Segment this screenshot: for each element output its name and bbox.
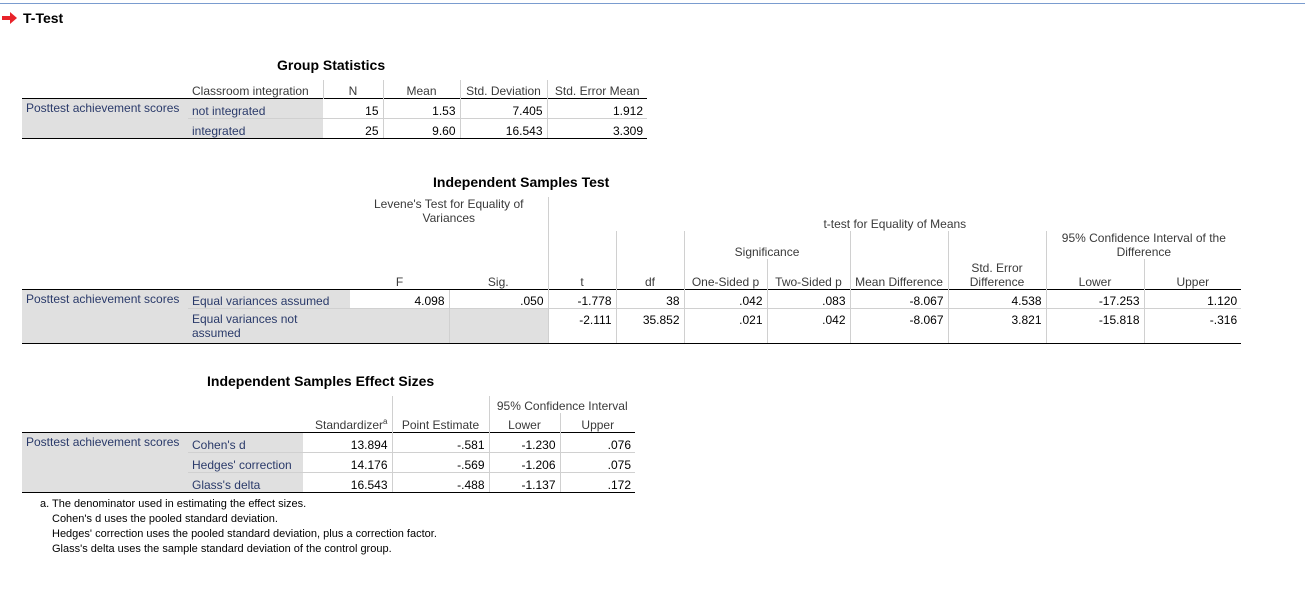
column-header: Mean [383,80,460,98]
independent-samples-test-title: Independent Samples Test [433,174,610,190]
column-header: Two-Sided p [767,259,850,289]
one-sided-p-value: .021 [684,308,767,343]
se-difference-value: 4.538 [948,289,1046,308]
ci-upper-value: 1.120 [1144,289,1241,308]
arrow-right-icon [2,12,18,24]
levene-header: Levene's Test for Equality of Variances [374,197,524,225]
group-label: not integrated [188,98,323,118]
ci-lower-value: -1.137 [489,472,560,492]
ttest-header: t-test for Equality of Means [548,197,1241,231]
ci-lower-value: -1.206 [489,452,560,472]
sem-value: 1.912 [547,98,647,118]
n-value: 25 [323,118,383,138]
top-divider [0,3,1305,4]
footnote: Glass's delta uses the sample standard deviation of the control group. [52,543,392,555]
ci-lower-value: -17.253 [1046,289,1144,308]
ci-header: 95% Confidence Interval [489,396,635,413]
effect-size-label: Hedges' correction [188,452,303,472]
standardizer-value: 14.176 [303,452,392,472]
effect-size-label: Cohen's d [188,432,303,452]
f-value: 4.098 [350,289,449,308]
two-sided-p-value: .042 [767,308,850,343]
df-value: 38 [616,289,684,308]
column-header: N [323,80,383,98]
column-header: Sig. [487,274,509,289]
ci-header: 95% Confidence Interval of the Difference [1046,231,1241,259]
point-estimate-value: -.581 [392,432,489,452]
column-header: Lower [489,413,560,432]
ci-lower-value: -1.230 [489,432,560,452]
column-header: One-Sided p [684,259,767,289]
t-value: -1.778 [548,289,616,308]
column-header: df [616,259,684,289]
section-header[interactable] [2,9,63,27]
row-label: Posttest achievement scores [22,98,188,138]
df-value: 35.852 [616,308,684,343]
section-title: T-Test [23,10,64,26]
mean-value: 9.60 [383,118,460,138]
mean-difference-value: -8.067 [850,308,948,343]
footnote: Cohen's d uses the pooled standard deviation. [52,513,278,525]
variance-label: Equal variances assumed [188,289,350,308]
column-header: Classroom integration [192,83,309,98]
variance-label: Equal variances not assumed [188,308,350,343]
effect-sizes-title: Independent Samples Effect Sizes [207,373,435,389]
table-row [22,289,1241,308]
effect-sizes-table [22,396,635,493]
significance-header: Significance [684,231,850,259]
point-estimate-value: -.569 [392,452,489,472]
footnotes [40,497,437,557]
point-estimate-value: -.488 [392,472,489,492]
group-statistics-title: Group Statistics [277,57,386,73]
sig-value [449,308,548,343]
ci-upper-value: .075 [560,452,635,472]
column-header: t [548,259,616,289]
ci-lower-value: -15.818 [1046,308,1144,343]
mean-difference-value: -8.067 [850,289,948,308]
ci-upper-value: .076 [560,432,635,452]
footnote-marker: a [383,416,388,426]
one-sided-p-value: .042 [684,289,767,308]
row-label: Posttest achievement scores [22,289,188,343]
effect-size-label: Glass's delta [188,472,303,492]
footnote: Hedges' correction uses the pooled standard deviation, plus a correction factor. [52,528,437,540]
sd-value: 7.405 [460,98,547,118]
column-header: Point Estimate [392,413,489,432]
table-row [22,308,1241,343]
column-header: Mean Difference [850,259,948,289]
column-header: Lower [1046,259,1144,289]
column-header: Std. Deviation [460,80,547,98]
column-header: Upper [1144,259,1241,289]
group-label: integrated [188,118,323,138]
n-value: 15 [323,98,383,118]
column-header: Upper [560,413,635,432]
sd-value: 16.543 [460,118,547,138]
row-label: Posttest achievement scores [22,432,188,492]
footnote: a. The denominator used in estimating the effect sizes. [40,498,307,510]
ci-upper-value: -.316 [1144,308,1241,343]
f-value [350,308,449,343]
column-header: Standardizer [315,417,384,432]
column-header: F [395,274,404,289]
two-sided-p-value: .083 [767,289,850,308]
ci-upper-value: .172 [560,472,635,492]
group-statistics-table [22,80,647,139]
column-header: Std. Error Difference [948,259,1046,289]
independent-samples-test-table [22,197,1241,344]
table-row [22,98,647,118]
column-header: Std. Error Mean [547,80,647,98]
standardizer-value: 13.894 [303,432,392,452]
sem-value: 3.309 [547,118,647,138]
table-row [22,432,635,452]
standardizer-value: 16.543 [303,472,392,492]
mean-value: 1.53 [383,98,460,118]
se-difference-value: 3.821 [948,308,1046,343]
t-value: -2.111 [548,308,616,343]
sig-value: .050 [449,289,548,308]
